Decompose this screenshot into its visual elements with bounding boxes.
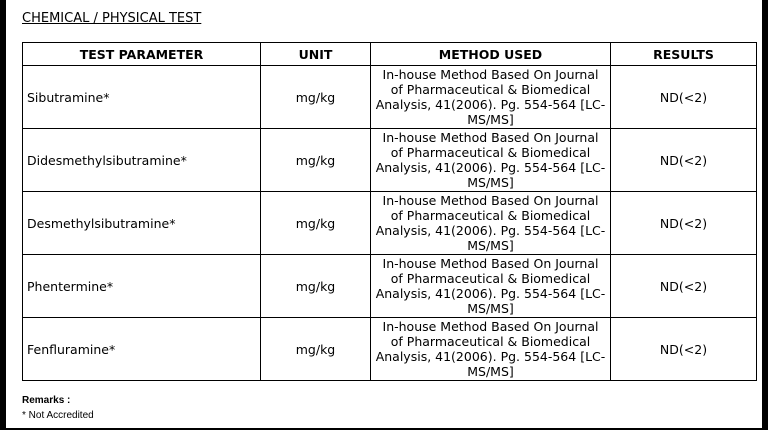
method-cell: In-house Method Based On Journal of Pharmaceutical & Biomedical Analysis, 41(2006). Pg. 554-564 [LC-MS/MS] [371,66,611,129]
remarks-label: Remarks : [22,395,71,406]
unit-cell: mg/kg [261,129,371,192]
section-title: CHEMICAL / PHYSICAL TEST [22,11,202,26]
result-cell: ND(<2) [611,66,757,129]
result-cell: ND(<2) [611,255,757,318]
table-row [23,318,757,381]
table-row [23,255,757,318]
results-table [22,42,757,381]
table-row [23,66,757,129]
header-unit: UNIT [261,43,371,66]
unit-cell: mg/kg [261,66,371,129]
result-cell: ND(<2) [611,318,757,381]
table-row [23,192,757,255]
header-method-used: METHOD USED [371,43,611,66]
parameter-cell: Didesmethylsibutramine* [23,129,261,192]
method-cell: In-house Method Based On Journal of Pharmaceutical & Biomedical Analysis, 41(2006). Pg. 554-564 [LC-MS/MS] [371,192,611,255]
unit-cell: mg/kg [261,318,371,381]
unit-cell: mg/kg [261,255,371,318]
report-page [6,0,762,428]
remarks-text: * Not Accredited [22,410,94,421]
parameter-cell: Fenfluramine* [23,318,261,381]
header-results: RESULTS [611,43,757,66]
parameter-cell: Phentermine* [23,255,261,318]
table-header-row [23,43,757,66]
header-test-parameter: TEST PARAMETER [23,43,261,66]
method-cell: In-house Method Based On Journal of Pharmaceutical & Biomedical Analysis, 41(2006). Pg. 554-564 [LC-MS/MS] [371,255,611,318]
result-cell: ND(<2) [611,192,757,255]
method-cell: In-house Method Based On Journal of Pharmaceutical & Biomedical Analysis, 41(2006). Pg. 554-564 [LC-MS/MS] [371,129,611,192]
unit-cell: mg/kg [261,192,371,255]
method-cell: In-house Method Based On Journal of Pharmaceutical & Biomedical Analysis, 41(2006). Pg. 554-564 [LC-MS/MS] [371,318,611,381]
parameter-cell: Desmethylsibutramine* [23,192,261,255]
parameter-cell: Sibutramine* [23,66,261,129]
table-row [23,129,757,192]
result-cell: ND(<2) [611,129,757,192]
